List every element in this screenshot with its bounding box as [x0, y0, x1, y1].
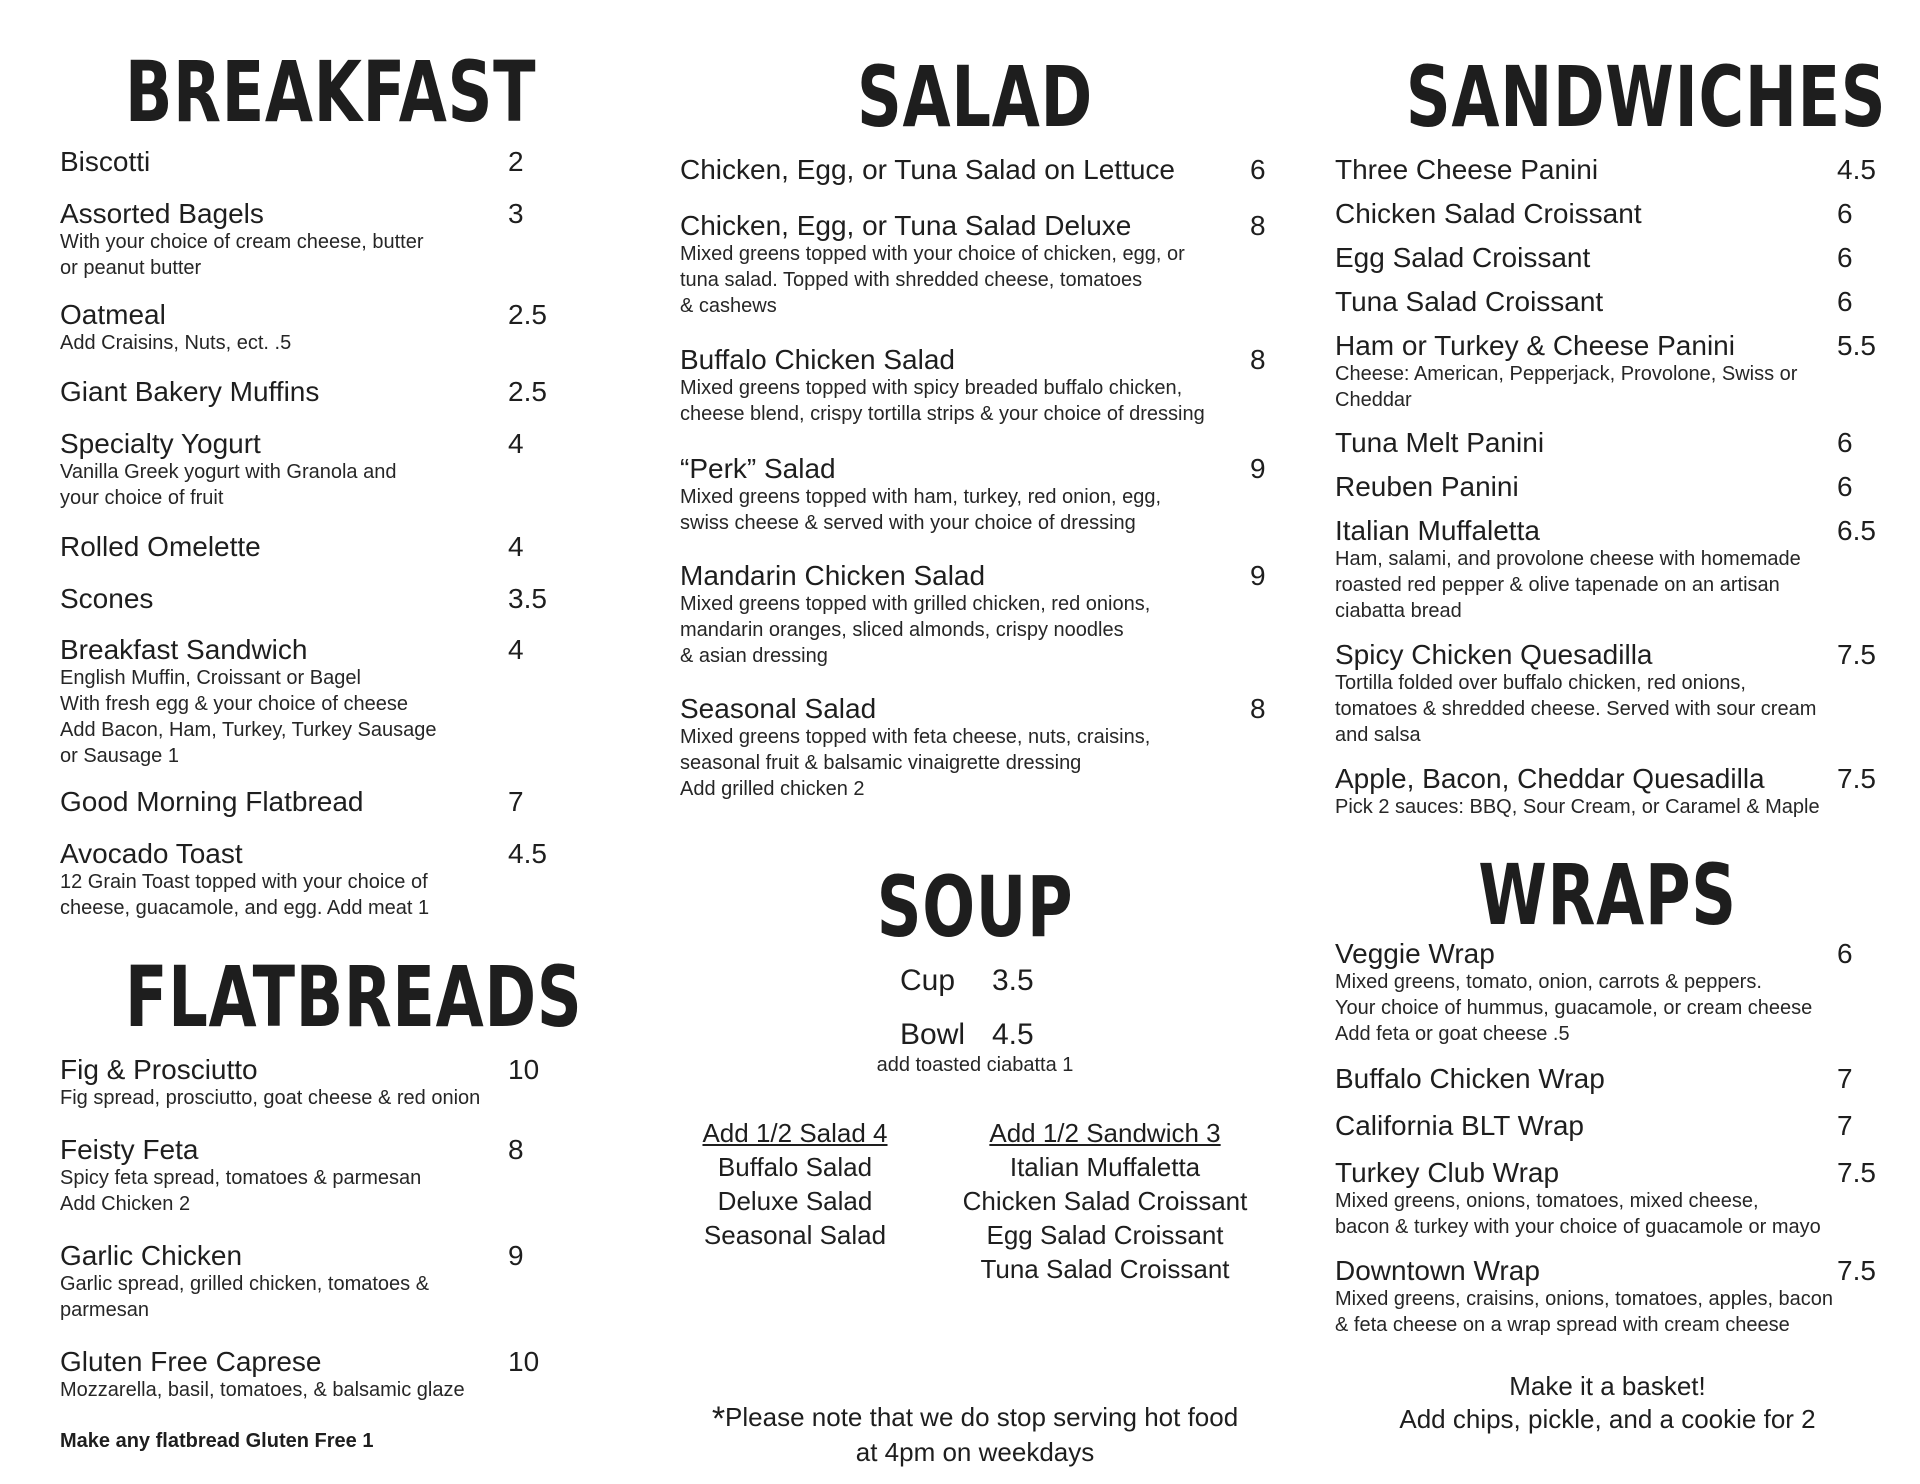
item-price: 8 [1250, 344, 1266, 375]
item-name: Downtown Wrap [1335, 1255, 1540, 1286]
hot-food-footnote [680, 1368, 1270, 1469]
flatbreads-heading: FLATBREADS [125, 948, 583, 1046]
item-price: 4 [508, 531, 524, 562]
menu-item [680, 692, 1266, 802]
item-price: 8 [1250, 693, 1266, 724]
item-name: Turkey Club Wrap [1335, 1157, 1560, 1188]
menu-item [1335, 762, 1876, 820]
item-name: Three Cheese Panini [1335, 154, 1599, 185]
item-description: Mixed greens, tomato, onion, carrots & peppers. Your choice of hummus, guacamole, or cream cheese Add feta or goat cheese .5 [1335, 971, 1813, 1045]
menu-item [680, 559, 1266, 669]
item-name: Buffalo Chicken Salad [680, 344, 955, 375]
menu-item [1335, 514, 1876, 624]
item-price: 2.5 [508, 299, 547, 330]
item-name: Veggie Wrap [1335, 938, 1495, 969]
item-name: Scones [60, 583, 154, 614]
menu-item [60, 837, 547, 921]
item-price: 7.5 [1837, 1255, 1876, 1286]
item-name: Giant Bakery Muffins [60, 376, 320, 407]
menu-item [60, 197, 524, 281]
item-price: 8 [508, 1134, 524, 1165]
item-price: 4 [508, 428, 524, 459]
item-price: 2 [508, 146, 524, 177]
item-name: Breakfast Sandwich [60, 634, 308, 665]
menu-item [1335, 937, 1853, 1047]
item-name: “Perk” Salad [680, 453, 836, 484]
soup-heading: SOUP [876, 858, 1074, 956]
item-price: 6 [1250, 154, 1266, 185]
item-description: Mixed greens topped with grilled chicken, red onions, mandarin oranges, sliced almonds, crispy noodles & asian dressing [680, 593, 1151, 667]
item-price: 4 [508, 634, 524, 665]
footnote-star: * [711, 1400, 726, 1438]
salad-heading: SALAD [857, 48, 1093, 146]
item-price: 7 [508, 786, 524, 817]
half-salad-option: Buffalo Salad [717, 1152, 873, 1182]
item-name: Chicken, Egg, or Tuna Salad on Lettuce [680, 154, 1175, 185]
item-price: 9 [1250, 560, 1266, 591]
menu-item [680, 209, 1266, 319]
item-price: 6 [1837, 427, 1853, 458]
item-name: Mandarin Chicken Salad [680, 560, 986, 591]
item-description: Add Craisins, Nuts, ect. .5 [60, 332, 292, 354]
item-name: Good Morning Flatbread [60, 786, 364, 817]
half-sandwich-option: Chicken Salad Croissant [962, 1186, 1248, 1216]
item-name: Biscotti [60, 146, 151, 177]
wraps-heading: WRAPS [1478, 846, 1737, 944]
item-name: Tuna Melt Panini [1335, 427, 1545, 458]
item-price: 7 [1837, 1110, 1853, 1141]
item-description: Ham, salami, and provolone cheese with homemade roasted red pepper & olive tapenade on an artisan ciabatta bread [1335, 548, 1801, 622]
item-price: 9 [508, 1240, 524, 1271]
item-description: Cheese: American, Pepperjack, Provolone, Swiss or Cheddar [1335, 363, 1798, 411]
menu-item [1335, 1254, 1876, 1338]
item-description: Fig spread, prosciutto, goat cheese & red onion [60, 1087, 481, 1109]
menu-item [60, 1053, 540, 1111]
item-name: Buffalo Chicken Wrap [1335, 1063, 1605, 1094]
cup-label: Cup [900, 964, 956, 997]
item-price: 6 [1837, 938, 1853, 969]
half-salad-option: Seasonal Salad [703, 1220, 887, 1250]
item-price: 8 [1250, 210, 1266, 241]
menu-item [60, 633, 524, 769]
half-sandwich-option: Italian Muffaletta [1009, 1152, 1201, 1182]
item-name: Spicy Chicken Quesadilla [1335, 639, 1653, 670]
footnote-text: Please note that we do stop serving hot food at 4pm on weekdays [725, 1402, 1239, 1467]
item-name: Seasonal Salad [680, 693, 877, 724]
item-price: 5.5 [1837, 330, 1876, 361]
item-price: 4.5 [1837, 154, 1876, 185]
item-description: With your choice of cream cheese, butter or peanut butter [60, 231, 424, 279]
item-description: Mixed greens, onions, tomatoes, mixed cheese, bacon & turkey with your choice of guacamole or mayo [1335, 1190, 1821, 1238]
half-salad-block [680, 1116, 910, 1252]
soup-cup [680, 963, 1270, 999]
item-name: California BLT Wrap [1335, 1110, 1584, 1141]
item-description: Pick 2 sauces: BBQ, Sour Cream, or Caramel & Maple [1335, 796, 1820, 818]
item-description: Mixed greens topped with ham, turkey, red onion, egg, swiss cheese & served with your choice of dressing [680, 486, 1162, 534]
bowl-price: 4.5 [992, 1018, 1034, 1051]
menu-item [680, 343, 1266, 427]
item-name: Rolled Omelette [60, 531, 261, 562]
item-price: 9 [1250, 453, 1266, 484]
item-name: Italian Muffaletta [1335, 515, 1540, 546]
item-price: 6 [1837, 471, 1853, 502]
item-name: Gluten Free Caprese [60, 1346, 322, 1377]
item-description: English Muffin, Croissant or Bagel With fresh egg & your choice of cheese Add Bacon, Ham, Turkey, Turkey Sausage or Sausage 1 [60, 667, 437, 767]
item-name: Chicken Salad Croissant [1335, 198, 1642, 229]
item-description: Vanilla Greek yogurt with Granola and your choice of fruit [60, 461, 397, 509]
item-name: Specialty Yogurt [60, 428, 261, 459]
item-price: 6 [1837, 242, 1853, 273]
menu-item [60, 298, 547, 356]
menu-item [60, 1345, 540, 1403]
half-sandwich-title: Add 1/2 Sandwich 3 [989, 1118, 1221, 1148]
item-price: 2.5 [508, 376, 547, 407]
item-price: 7.5 [1837, 763, 1876, 794]
item-name: Assorted Bagels [60, 198, 264, 229]
item-description: 12 Grain Toast topped with your choice of cheese, guacamole, and egg. Add meat 1 [60, 871, 430, 919]
menu-item [1335, 1156, 1876, 1240]
item-price: 7.5 [1837, 1157, 1876, 1188]
item-name: Garlic Chicken [60, 1240, 243, 1271]
item-price: 4.5 [508, 838, 547, 869]
item-name: Ham or Turkey & Cheese Panini [1335, 330, 1735, 361]
item-name: Chicken, Egg, or Tuna Salad Deluxe [680, 210, 1132, 241]
half-salad-option: Deluxe Salad [717, 1186, 873, 1216]
menu-item [1335, 638, 1876, 748]
item-price: 6.5 [1837, 515, 1876, 546]
menu-item [60, 1133, 524, 1217]
item-name: Feisty Feta [60, 1134, 199, 1165]
cup-price: 3.5 [992, 964, 1034, 997]
soup-bowl [680, 1017, 1270, 1053]
item-price: 7 [1837, 1063, 1853, 1094]
item-price: 10 [508, 1346, 540, 1377]
basket-note: Make it a basket! Add chips, pickle, and a cookie for 2 [1399, 1371, 1816, 1434]
menu-item [60, 1239, 524, 1323]
soup-addon: add toasted ciabatta 1 [876, 1054, 1074, 1076]
gluten-free-note: Make any flatbread Gluten Free 1 [60, 1430, 374, 1452]
menu-item [1335, 329, 1876, 413]
item-name: Egg Salad Croissant [1335, 242, 1591, 273]
item-description: Tortilla folded over buffalo chicken, red onions, tomatoes & shredded cheese. Served with sour cream and salsa [1335, 672, 1817, 746]
item-description: Garlic spread, grilled chicken, tomatoes & parmesan [60, 1273, 430, 1321]
item-price: 10 [508, 1054, 540, 1085]
item-price: 3.5 [508, 583, 547, 614]
item-name: Tuna Salad Croissant [1335, 286, 1604, 317]
item-name: Reuben Panini [1335, 471, 1519, 502]
sandwiches-heading: SANDWICHES [1405, 48, 1887, 146]
half-sandwich-option: Egg Salad Croissant [986, 1220, 1224, 1250]
item-price: 7.5 [1837, 639, 1876, 670]
half-sandwich-option: Tuna Salad Croissant [980, 1254, 1230, 1284]
bowl-label: Bowl [900, 1018, 966, 1051]
item-description: Mixed greens topped with your choice of chicken, egg, or tuna salad. Topped with shredded cheese, tomatoes & cashews [680, 243, 1185, 317]
item-description: Mixed greens topped with feta cheese, nuts, craisins, seasonal fruit & balsamic vinaigrette dressing Add grilled chicken 2 [680, 726, 1151, 800]
item-name: Apple, Bacon, Cheddar Quesadilla [1335, 763, 1765, 794]
breakfast-heading: BREAKFAST [125, 43, 537, 141]
item-description: Mixed greens, craisins, onions, tomatoes, apples, bacon & feta cheese on a wrap spread with cream cheese [1335, 1288, 1834, 1336]
half-sandwich-block [955, 1116, 1255, 1286]
menu-item [60, 427, 524, 511]
item-price: 6 [1837, 198, 1853, 229]
item-price: 6 [1837, 286, 1853, 317]
item-description: Mixed greens topped with spicy breaded buffalo chicken, cheese blend, crispy tortilla strips & your choice of dressing [680, 377, 1205, 425]
item-name: Fig & Prosciutto [60, 1054, 258, 1085]
item-name: Avocado Toast [60, 838, 243, 869]
menu-item [680, 452, 1266, 536]
item-price: 3 [508, 198, 524, 229]
item-description: Spicy feta spread, tomatoes & parmesan Add Chicken 2 [60, 1167, 422, 1215]
half-salad-title: Add 1/2 Salad 4 [702, 1118, 888, 1148]
item-description: Mozzarella, basil, tomatoes, & balsamic glaze [60, 1379, 465, 1401]
item-name: Oatmeal [60, 299, 166, 330]
